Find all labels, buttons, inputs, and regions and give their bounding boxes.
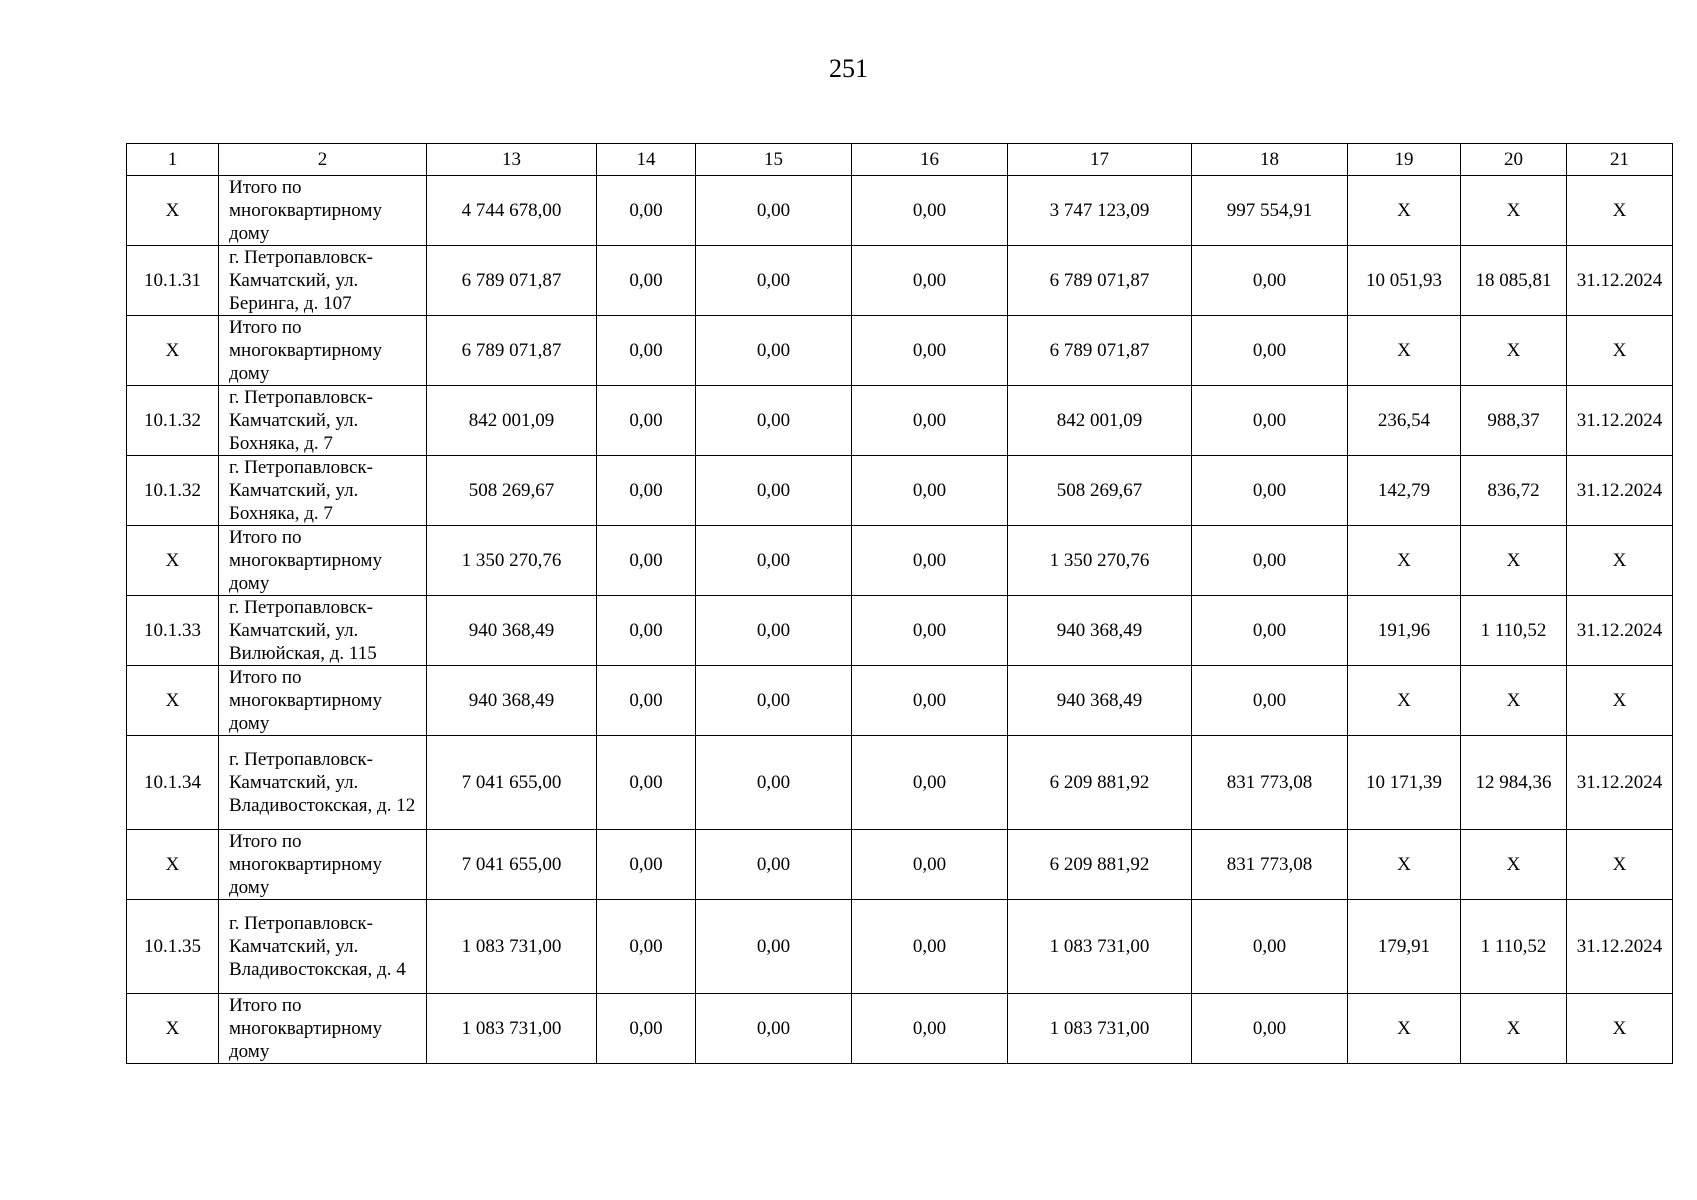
address-cell: Итого по многоквартирному дому [219, 316, 427, 386]
row-number-cell: 10.1.34 [127, 736, 219, 830]
value-cell: X [1567, 994, 1673, 1064]
header-cell: 15 [696, 144, 852, 176]
value-cell: 0,00 [1192, 246, 1348, 316]
value-cell: 836,72 [1461, 456, 1567, 526]
value-cell: X [1348, 830, 1461, 900]
value-cell: 1 083 731,00 [427, 900, 597, 994]
value-cell: 0,00 [696, 316, 852, 386]
table-row [127, 316, 1673, 386]
value-cell: 508 269,67 [1008, 456, 1192, 526]
value-cell: 31.12.2024 [1567, 736, 1673, 830]
value-cell: 0,00 [1192, 596, 1348, 666]
table-header [127, 144, 1673, 176]
value-cell: 940 368,49 [427, 596, 597, 666]
value-cell: 0,00 [1192, 900, 1348, 994]
row-number-cell: X [127, 316, 219, 386]
page-number: 251 [829, 54, 868, 83]
value-cell: 0,00 [597, 830, 696, 900]
value-cell: 1 083 731,00 [1008, 900, 1192, 994]
value-cell: X [1348, 666, 1461, 736]
value-cell: 831 773,08 [1192, 830, 1348, 900]
value-cell: 0,00 [852, 456, 1008, 526]
header-cell: 21 [1567, 144, 1673, 176]
value-cell: 31.12.2024 [1567, 386, 1673, 456]
table-row [127, 666, 1673, 736]
value-cell: 191,96 [1348, 596, 1461, 666]
value-cell: X [1567, 830, 1673, 900]
value-cell: 842 001,09 [1008, 386, 1192, 456]
value-cell: 0,00 [597, 666, 696, 736]
value-cell: 0,00 [852, 736, 1008, 830]
table-row [127, 830, 1673, 900]
value-cell: X [1461, 830, 1567, 900]
table-body [127, 176, 1673, 1064]
value-cell: 0,00 [852, 386, 1008, 456]
value-cell: 0,00 [852, 176, 1008, 246]
value-cell: 12 984,36 [1461, 736, 1567, 830]
address-cell: Итого по многоквартирному дому [219, 176, 427, 246]
value-cell: 31.12.2024 [1567, 456, 1673, 526]
row-number-cell: X [127, 526, 219, 596]
header-cell: 17 [1008, 144, 1192, 176]
row-number-cell: X [127, 830, 219, 900]
header-cell: 19 [1348, 144, 1461, 176]
row-number-cell: X [127, 666, 219, 736]
header-cell: 1 [127, 144, 219, 176]
value-cell: X [1567, 176, 1673, 246]
value-cell: 6 209 881,92 [1008, 830, 1192, 900]
address-cell: Итого по многоквартирному дому [219, 526, 427, 596]
value-cell: 6 789 071,87 [427, 246, 597, 316]
value-cell: 0,00 [597, 994, 696, 1064]
value-cell: 0,00 [696, 176, 852, 246]
value-cell: 6 789 071,87 [1008, 246, 1192, 316]
table-row [127, 596, 1673, 666]
value-cell: 0,00 [696, 456, 852, 526]
value-cell: 0,00 [597, 596, 696, 666]
value-cell: 0,00 [852, 246, 1008, 316]
value-cell: 997 554,91 [1192, 176, 1348, 246]
value-cell: X [1567, 316, 1673, 386]
value-cell: 6 789 071,87 [1008, 316, 1192, 386]
row-number-cell: X [127, 994, 219, 1064]
value-cell: 0,00 [852, 596, 1008, 666]
value-cell: 0,00 [696, 666, 852, 736]
row-number-cell: 10.1.32 [127, 386, 219, 456]
value-cell: 0,00 [1192, 666, 1348, 736]
value-cell: 1 083 731,00 [427, 994, 597, 1064]
header-cell: 16 [852, 144, 1008, 176]
address-cell: г. Петропавловск-Камчатский, ул. Бохняка, д. 7 [219, 386, 427, 456]
value-cell: 6 209 881,92 [1008, 736, 1192, 830]
value-cell: 1 110,52 [1461, 596, 1567, 666]
value-cell: 0,00 [597, 736, 696, 830]
value-cell: 0,00 [696, 736, 852, 830]
value-cell: 179,91 [1348, 900, 1461, 994]
value-cell: X [1567, 666, 1673, 736]
value-cell: 988,37 [1461, 386, 1567, 456]
value-cell: X [1461, 666, 1567, 736]
value-cell: 0,00 [597, 386, 696, 456]
row-number-cell: X [127, 176, 219, 246]
table-row [127, 994, 1673, 1064]
value-cell: 0,00 [696, 830, 852, 900]
value-cell: 1 350 270,76 [427, 526, 597, 596]
value-cell: 142,79 [1348, 456, 1461, 526]
value-cell: X [1461, 176, 1567, 246]
value-cell: 0,00 [1192, 386, 1348, 456]
value-cell: 31.12.2024 [1567, 596, 1673, 666]
value-cell: 0,00 [696, 526, 852, 596]
table-row [127, 526, 1673, 596]
address-cell: Итого по многоквартирному дому [219, 666, 427, 736]
data-table [126, 143, 1673, 1064]
address-cell: г. Петропавловск-Камчатский, ул. Вилюйская, д. 115 [219, 596, 427, 666]
value-cell: 940 368,49 [427, 666, 597, 736]
table-row [127, 736, 1673, 830]
value-cell: X [1461, 316, 1567, 386]
value-cell: 0,00 [597, 246, 696, 316]
value-cell: 831 773,08 [1192, 736, 1348, 830]
table-row [127, 246, 1673, 316]
header-cell: 13 [427, 144, 597, 176]
value-cell: X [1461, 526, 1567, 596]
header-cell: 2 [219, 144, 427, 176]
table-row [127, 176, 1673, 246]
value-cell: X [1348, 316, 1461, 386]
value-cell: X [1461, 994, 1567, 1064]
row-number-cell: 10.1.35 [127, 900, 219, 994]
table-row [127, 386, 1673, 456]
value-cell: 10 051,93 [1348, 246, 1461, 316]
value-cell: 0,00 [852, 526, 1008, 596]
value-cell: 0,00 [852, 830, 1008, 900]
value-cell: 0,00 [1192, 526, 1348, 596]
value-cell: 0,00 [696, 994, 852, 1064]
value-cell: 4 744 678,00 [427, 176, 597, 246]
header-cell: 20 [1461, 144, 1567, 176]
address-cell: Итого по многоквартирному дому [219, 830, 427, 900]
address-cell: г. Петропавловск-Камчатский, ул. Владивостокская, д. 12 [219, 736, 427, 830]
value-cell: 3 747 123,09 [1008, 176, 1192, 246]
value-cell: 18 085,81 [1461, 246, 1567, 316]
value-cell: 10 171,39 [1348, 736, 1461, 830]
value-cell: 508 269,67 [427, 456, 597, 526]
value-cell: 0,00 [852, 316, 1008, 386]
value-cell: 0,00 [1192, 456, 1348, 526]
value-cell: 0,00 [597, 316, 696, 386]
value-cell: 1 350 270,76 [1008, 526, 1192, 596]
address-cell: г. Петропавловск-Камчатский, ул. Бохняка, д. 7 [219, 456, 427, 526]
value-cell: 0,00 [696, 900, 852, 994]
value-cell: 0,00 [696, 246, 852, 316]
address-cell: Итого по многоквартирному дому [219, 994, 427, 1064]
value-cell: 940 368,49 [1008, 596, 1192, 666]
value-cell: 31.12.2024 [1567, 246, 1673, 316]
header-row [127, 144, 1673, 176]
value-cell: 0,00 [852, 994, 1008, 1064]
row-number-cell: 10.1.33 [127, 596, 219, 666]
value-cell: 1 083 731,00 [1008, 994, 1192, 1064]
value-cell: 0,00 [597, 176, 696, 246]
address-cell: г. Петропавловск-Камчатский, ул. Беринга, д. 107 [219, 246, 427, 316]
value-cell: 940 368,49 [1008, 666, 1192, 736]
header-cell: 18 [1192, 144, 1348, 176]
value-cell: 0,00 [696, 596, 852, 666]
value-cell: X [1567, 526, 1673, 596]
value-cell: 0,00 [597, 900, 696, 994]
value-cell: 0,00 [597, 526, 696, 596]
table-row [127, 900, 1673, 994]
value-cell: 0,00 [597, 456, 696, 526]
value-cell: 0,00 [852, 900, 1008, 994]
value-cell: 7 041 655,00 [427, 830, 597, 900]
value-cell: 0,00 [1192, 316, 1348, 386]
value-cell: 842 001,09 [427, 386, 597, 456]
value-cell: 1 110,52 [1461, 900, 1567, 994]
value-cell: 0,00 [1192, 994, 1348, 1064]
table-row [127, 456, 1673, 526]
value-cell: X [1348, 994, 1461, 1064]
value-cell: 0,00 [696, 386, 852, 456]
address-cell: г. Петропавловск-Камчатский, ул. Владивостокская, д. 4 [219, 900, 427, 994]
value-cell: X [1348, 526, 1461, 596]
header-cell: 14 [597, 144, 696, 176]
value-cell: 7 041 655,00 [427, 736, 597, 830]
row-number-cell: 10.1.31 [127, 246, 219, 316]
value-cell: 31.12.2024 [1567, 900, 1673, 994]
value-cell: 0,00 [852, 666, 1008, 736]
value-cell: 236,54 [1348, 386, 1461, 456]
value-cell: 6 789 071,87 [427, 316, 597, 386]
row-number-cell: 10.1.32 [127, 456, 219, 526]
value-cell: X [1348, 176, 1461, 246]
